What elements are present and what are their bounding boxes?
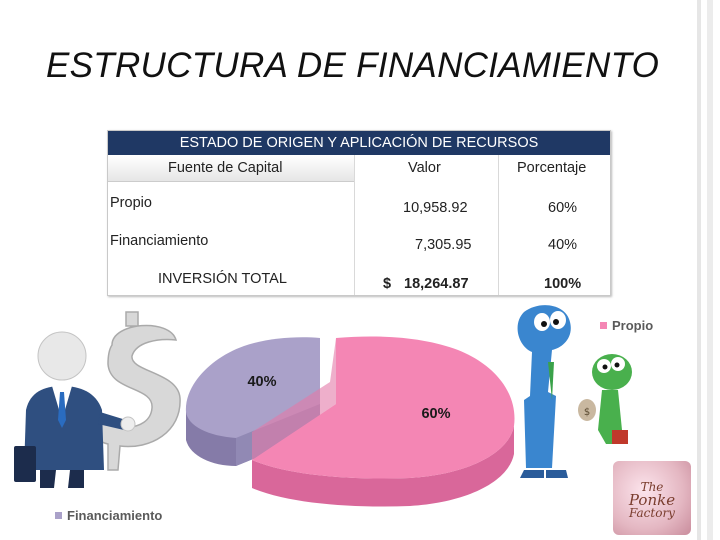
row-source-financiamiento: Financiamiento	[110, 233, 209, 249]
row-percent-financiamiento: 40%	[548, 237, 578, 253]
row-value-propio: 10,958.92	[403, 200, 468, 216]
column-header-percent: Porcentaje	[517, 160, 587, 176]
data-label-financiamiento: 40%	[247, 374, 277, 390]
legend-item-propio	[600, 318, 653, 333]
legend-label-propio: Propio	[612, 318, 654, 333]
ponke-factory-logo	[613, 461, 691, 535]
total-value: 18,264.87	[404, 276, 469, 292]
logo-text-factory: Factory	[629, 506, 675, 520]
data-label-propio: 60%	[421, 406, 451, 422]
legend-swatch-propio	[600, 322, 607, 329]
column-header-source: Fuente de Capital	[168, 160, 283, 176]
table-header: ESTADO DE ORIGEN Y APLICACIÓN DE RECURSOS	[108, 131, 610, 155]
legend-label-financiamiento: Financiamiento	[67, 508, 163, 523]
row-source-propio: Propio	[110, 195, 152, 211]
svg-text:$: $	[583, 407, 591, 418]
logo-text-ponke: Ponke	[628, 491, 676, 509]
legend-swatch-financiamiento	[55, 512, 62, 519]
total-percent: 100%	[544, 276, 582, 292]
row-percent-propio: 60%	[548, 200, 578, 216]
slide-title: ESTRUCTURA DE FINANCIAMIENTO	[46, 46, 660, 85]
businessman-dollar-icon	[14, 312, 180, 488]
column-header-value: Valor	[408, 160, 441, 176]
legend-item-financiamiento	[55, 508, 162, 523]
logo-text-the: The	[640, 480, 664, 494]
total-currency: $	[383, 276, 392, 292]
total-label: INVERSIÓN TOTAL	[158, 271, 287, 287]
row-value-financiamiento: 7,305.95	[415, 237, 472, 253]
